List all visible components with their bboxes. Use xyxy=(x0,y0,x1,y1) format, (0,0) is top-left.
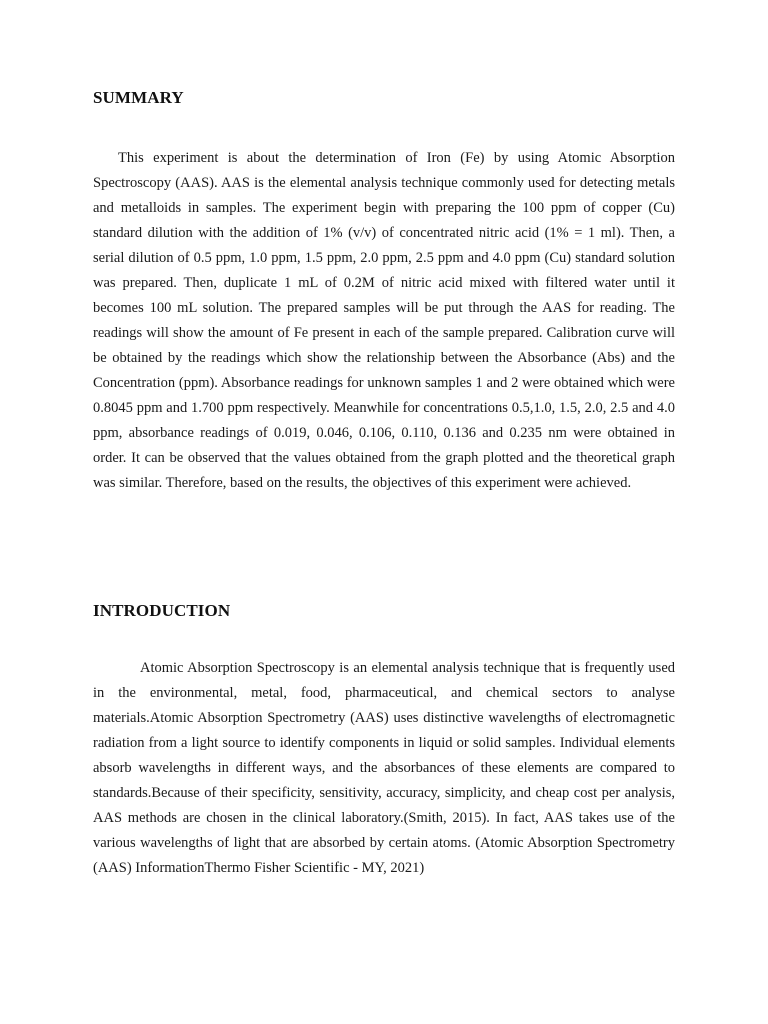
summary-heading: SUMMARY xyxy=(93,88,184,107)
introduction-paragraph: Atomic Absorption Spectroscopy is an elemental analysis technique that is frequently used in the environmental, metal, food, pharmaceutical, and chemical sectors to analyse materials.Atomic Absorption Spectrometry (AAS) uses distinctive wavelengths of electromagnetic radiation from a light source to identify components in liquid or solid samples. Individual elements absorb wavelengths in different ways, and the absorbances of these elements are compared to standards.Because of their specificity, sensitivity, accuracy, simplicity, and cheap cost per analysis, AAS methods are chosen in the clinical laboratory.(Smith, 2015). In fact, AAS takes use of the various wavelengths of light that are absorbed by certain atoms. (Atomic Absorption Spectrometry (AAS) InformationThermo Fisher Scientific - MY, 2021) xyxy=(93,660,675,876)
summary-paragraph: This experiment is about the determination of Iron (Fe) by using Atomic Absorption Spectroscopy (AAS). AAS is the elemental analysis technique commonly used for detecting metals and metalloids in samples. The experiment begin with preparing the 100 ppm of copper (Cu) standard dilution with the addition of 1% (v/v) of concentrated nitric acid (1% = 1 ml). Then, a serial dilution of 0.5 ppm, 1.0 ppm, 1.5 ppm, 2.0 ppm, 2.5 ppm and 4.0 ppm (Cu) standard solution was prepared. Then, duplicate 1 mL of 0.2M of nitric acid mixed with filtered water until it becomes 100 mL solution. The prepared samples will be put through the AAS for reading. The readings will show the amount of Fe present in each of the sample prepared. Calibration curve will be obtained by the readings which show the relationship between the Absorbance (Abs) and the Concentration (ppm). Absorbance readings for unknown samples 1 and 2 were obtained which were 0.8045 ppm and 1.700 ppm respectively. Meanwhile for concentrations 0.5,1.0, 1.5, 2.0, 2.5 and 4.0 ppm, absorbance readings of 0.019, 0.046, 0.106, 0.110, 0.136 and 0.235 nm were obtained in order. It can be observed that the values obtained from the graph plotted and the theoretical graph was similar. Therefore, based on the results, the objectives of this experiment were achieved. xyxy=(93,150,675,491)
introduction-heading: INTRODUCTION xyxy=(93,601,231,620)
